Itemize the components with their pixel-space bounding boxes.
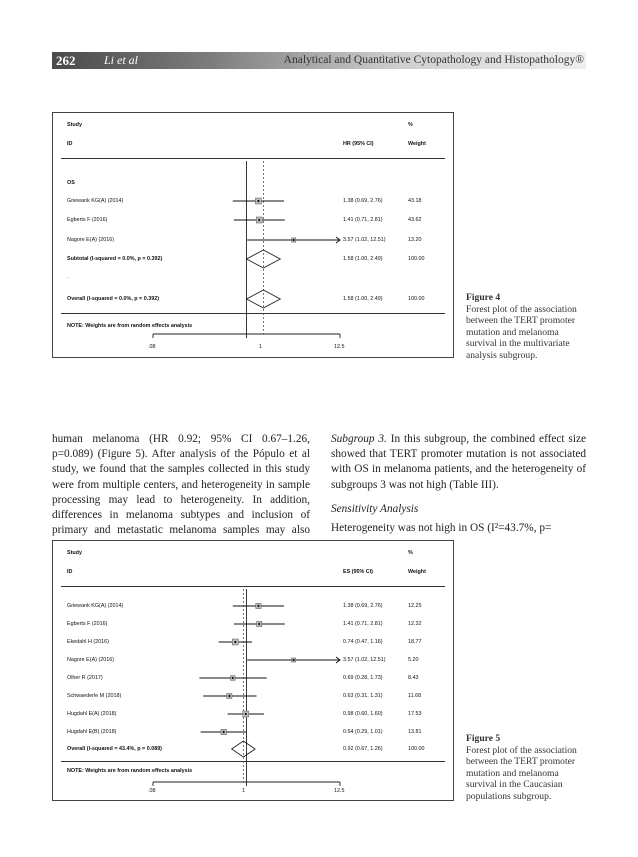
study-ci: 3.57 (1.02, 12.51) bbox=[343, 657, 386, 663]
figure-5-label: Figure 5 bbox=[466, 733, 501, 744]
group-label-os: OS bbox=[67, 180, 75, 186]
study-ci: 0.98 (0.60, 1.60) bbox=[343, 711, 383, 717]
study-weight: 43.18 bbox=[408, 198, 422, 204]
study-ci: 1.41 (0.71, 2.81) bbox=[343, 621, 383, 627]
column-header-percent: % bbox=[408, 122, 413, 128]
spacer-dot: . bbox=[67, 274, 69, 280]
figure-4-caption bbox=[466, 292, 586, 361]
point-estimate bbox=[293, 239, 295, 241]
weights-note: NOTE: Weights are from random effects analysis bbox=[67, 323, 193, 329]
study-ci: 0.74 (0.47, 1.16) bbox=[343, 639, 383, 645]
tick-label-high: 12.5 bbox=[334, 344, 345, 350]
right-column-text bbox=[331, 432, 586, 545]
study-weight: 13.20 bbox=[408, 237, 422, 243]
study-label: Ekedahl H (2016) bbox=[67, 639, 109, 645]
overall-ci: 0.92 (0.67, 1.26) bbox=[343, 746, 383, 752]
tick-label-low: .08 bbox=[148, 344, 156, 350]
point-estimate bbox=[232, 677, 234, 679]
running-authors: Li et al bbox=[104, 53, 139, 67]
study-weight: 43.62 bbox=[408, 217, 422, 223]
subtotal-label: Subtotal (I-squared = 0.0%, p = 0.392) bbox=[67, 256, 163, 262]
overall-weight: 100.00 bbox=[408, 296, 425, 302]
point-estimate bbox=[258, 623, 260, 625]
column-header-stat: HR (95% CI) bbox=[343, 141, 374, 147]
figure-4-caption-text: Forest plot of the association between the TERT promoter mutation and melanoma survival in the multivariate analysis subgroup. bbox=[466, 303, 577, 361]
right-paragraph: In this subgroup, the combined effect size showed that TERT promoter mutation is not associated with OS in melanoma patients, and the heterogeneity of subgroups 3 was not high (Table III). bbox=[331, 433, 586, 491]
study-label: Egberts F (2016) bbox=[67, 217, 108, 223]
tick-label-high: 12.5 bbox=[334, 788, 345, 794]
left-paragraph: human melanoma (HR 0.92; 95% CI 0.67–1.26, p=0.089) (Figure 5). After analysis of the Pópulo et al study, we found that the samples collected in this study were from multiple centers, and heterogeneity in sample processing may lead to heterogeneity. In addition, differences in melanoma subtypes and inclusion of primary and metastatic melanoma samples may also bbox=[52, 433, 310, 537]
point-estimate bbox=[245, 713, 247, 715]
study-label: Hugdahl E(A) (2018) bbox=[67, 711, 117, 717]
study-ci: 3.57 (1.02, 12.51) bbox=[343, 237, 386, 243]
column-header-weight: Weight bbox=[408, 569, 426, 575]
study-weight: 11.68 bbox=[408, 693, 422, 699]
study-weight: 5.20 bbox=[408, 657, 419, 663]
column-header-stat: ES (95% CI) bbox=[343, 569, 373, 575]
subgroup-label: Subgroup 3. bbox=[331, 433, 387, 445]
study-weight: 17.53 bbox=[408, 711, 422, 717]
overall-label: Overall (I-squared = 0.0%, p = 0.392) bbox=[67, 296, 159, 302]
running-header bbox=[52, 52, 586, 69]
study-label: Nagore E(A) (2016) bbox=[67, 237, 115, 243]
study-label: Schwaederle M (2018) bbox=[67, 693, 122, 699]
column-header-weight: Weight bbox=[408, 141, 426, 147]
overall-label: Overall (I-squared = 43.4%, p = 0.089) bbox=[67, 746, 162, 752]
point-estimate bbox=[223, 731, 225, 733]
right-paragraph-2: Heterogeneity was not high in OS (I²=43.7%, p= bbox=[331, 522, 552, 535]
page-number: 262 bbox=[56, 53, 76, 68]
study-label: Griewank KG(A) (2014) bbox=[67, 603, 124, 609]
study-ci: 1.38 (0.69, 2.76) bbox=[343, 198, 383, 204]
sensitivity-heading: Sensitivity Analysis bbox=[331, 502, 419, 515]
study-weight: 13.81 bbox=[408, 729, 422, 735]
point-estimate bbox=[234, 641, 236, 643]
study-label: Griewank KG(A) (2014) bbox=[67, 198, 124, 204]
study-label: Egberts F (2016) bbox=[67, 621, 108, 627]
right-paragraph-block bbox=[331, 432, 586, 493]
study-weight: 8.43 bbox=[408, 675, 419, 681]
figure-5-caption-text: Forest plot of the association between the TERT promoter mutation and melanoma survival in the Caucasian populations subgroup. bbox=[466, 744, 577, 802]
study-ci: 1.41 (0.71, 2.81) bbox=[343, 217, 383, 223]
column-header-percent: % bbox=[408, 550, 413, 556]
study-ci: 0.54 (0.29, 1.01) bbox=[343, 729, 383, 735]
column-header-id: ID bbox=[67, 569, 73, 575]
subtotal-ci: 1.58 (1.00, 2.49) bbox=[343, 256, 383, 262]
forest-plot-canvas bbox=[53, 541, 453, 800]
study-label: Nagore E(A) (2016) bbox=[67, 657, 115, 663]
tick-label-one: 1 bbox=[259, 344, 262, 350]
study-weight: 18.77 bbox=[408, 639, 422, 645]
overall-ci: 1.58 (1.00, 2.49) bbox=[343, 296, 383, 302]
point-estimate bbox=[228, 695, 230, 697]
weights-note: NOTE: Weights are from random effects analysis bbox=[67, 768, 193, 774]
overall-weight: 100.00 bbox=[408, 746, 425, 752]
figure-4-forest-plot bbox=[52, 112, 454, 358]
study-weight: 12.25 bbox=[408, 603, 422, 609]
point-estimate bbox=[293, 659, 295, 661]
study-ci: 1.38 (0.69, 2.76) bbox=[343, 603, 383, 609]
subtotal-weight: 100.00 bbox=[408, 256, 425, 262]
study-label: Olher R (2017) bbox=[67, 675, 103, 681]
forest-plot-canvas bbox=[53, 113, 453, 357]
point-estimate bbox=[258, 219, 260, 221]
column-header-id: ID bbox=[67, 141, 73, 147]
column-header-study: Study bbox=[67, 122, 82, 128]
figure-4-label: Figure 4 bbox=[466, 292, 501, 303]
journal-title: Analytical and Quantitative Cytopathology and Histopathology® bbox=[283, 54, 584, 66]
figure-5-caption bbox=[466, 733, 586, 802]
study-label: Hugdahl E(B) (2018) bbox=[67, 729, 117, 735]
tick-label-one: 1 bbox=[242, 788, 245, 794]
study-ci: 0.63 (0.31, 1.31) bbox=[343, 693, 383, 699]
study-weight: 12.32 bbox=[408, 621, 422, 627]
point-estimate bbox=[257, 605, 259, 607]
study-ci: 0.69 (0.28, 1.73) bbox=[343, 675, 383, 681]
point-estimate bbox=[257, 200, 259, 202]
figure-5-forest-plot bbox=[52, 540, 454, 801]
tick-label-low: .08 bbox=[148, 788, 156, 794]
column-header-study: Study bbox=[67, 550, 82, 556]
